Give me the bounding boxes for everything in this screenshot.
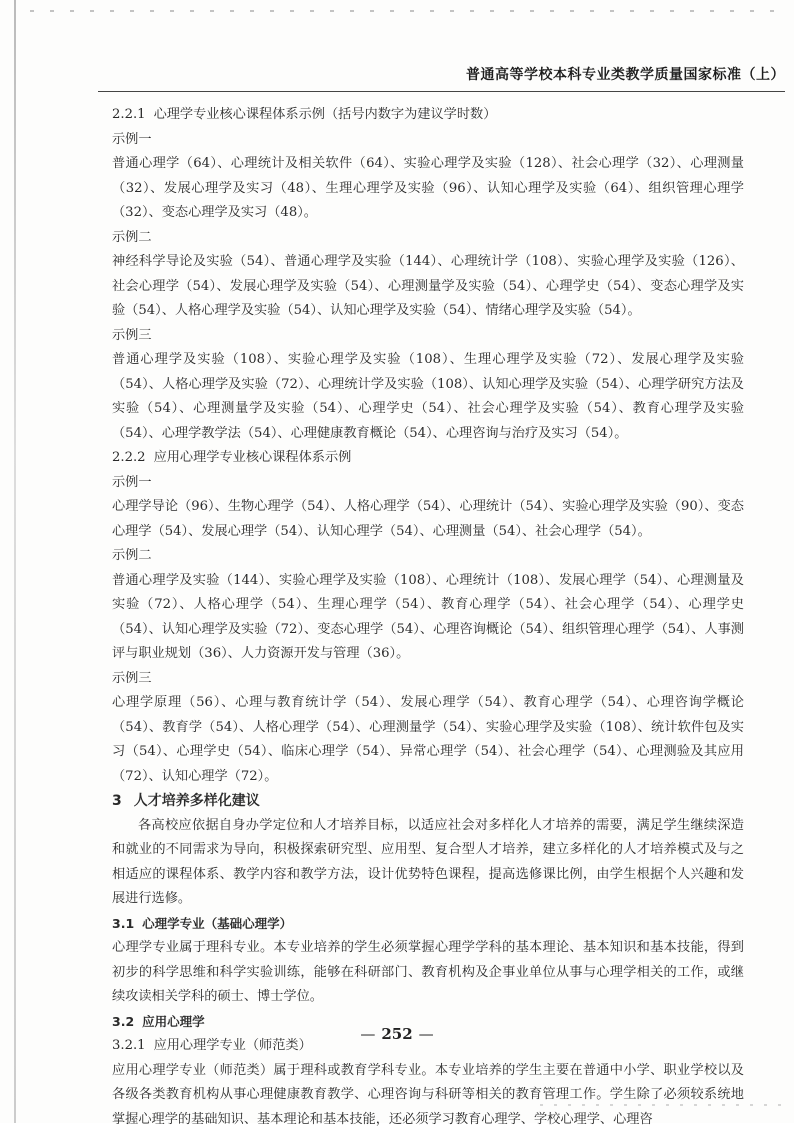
section-intro: 各高校应依据自身办学定位和人才培养目标，以适应社会对多样化人才培养的需要，满足学生继续深造和就业的不同需求为导向，积极探索研究型、应用型、复合型人才培养，建立多样化的人才培养模式及与之相适应的课程体系、教学内容和教学方法，设计优势特色课程，提高选修课比例，由学生根据个人兴趣和发展进行选修。 xyxy=(112,814,744,912)
heading-2-2-2 xyxy=(112,446,744,471)
heading-3 xyxy=(112,789,744,814)
section-title: 人才培养多样化建议 xyxy=(134,793,260,809)
section-title: 心理学专业（基础心理学） xyxy=(142,916,292,931)
running-head: 普通高等学校本科专业类教学质量国家标准（上） xyxy=(50,64,785,84)
section-text: 心理学专业属于理科专业。本专业培养的学生必须掌握心理学学科的基本理论、基本知识和基本技能，得到初步的科学思维和科学实验训练，能够在科研部门、教育机构及企事业单位从事与心理学相关的工作，或继续攻读相关学科的硕士、博士学位。 xyxy=(112,936,744,1010)
example-text: 普通心理学（64）、心理统计及相关软件（64）、实验心理学及实验（128）、社会心理学（32）、心理测量（32）、发展心理学及实习（48）、生理心理学及实验（96）、认知心理学及实验（64）、组织管理心理学（32）、变态心理学及实习（48）。 xyxy=(112,152,744,226)
section-number: 3.2.1 xyxy=(112,1038,146,1053)
heading-2-2-1 xyxy=(112,103,744,128)
heading-3-1 xyxy=(112,912,744,937)
example-label: 示例二 xyxy=(112,544,744,569)
page-number: — 252 — xyxy=(0,1025,794,1043)
example-label: 示例一 xyxy=(112,128,744,153)
example-label: 示例三 xyxy=(112,667,744,692)
section-number: 2.2.1 xyxy=(112,107,146,122)
section-text: 应用心理学专业（师范类）属于理科或教育学科专业。本专业培养的学生主要在普通中小学、职业学校以及各级各类教育机构从事心理健康教育教学、心理咨询与科研等相关的教育管理工作。学生除了必须较系统地掌握心理学的基础知识、基本理论和基本技能，还必须学习教育心理学、学校心理学、心理咨 xyxy=(112,1059,744,1132)
example-text: 神经科学导论及实验（54）、普通心理学及实验（144）、心理统计学（108）、实验心理学及实验（126）、社会心理学（54）、发展心理学及实验（54）、心理测量学及实验（54）、心理学史（54）、变态心理学及实验（54）、人格心理学及实验（54）、认知心理学及实验（54）、情绪心理学及实验（54）。 xyxy=(112,250,744,324)
page-number-value: 252 xyxy=(381,1025,412,1043)
scan-edge xyxy=(14,0,16,1123)
example-text: 普通心理学及实验（144）、实验心理学及实验（108）、心理统计（108）、发展心理学（54）、心理测量及实验（72）、人格心理学（54）、生理心理学（54）、教育心理学（54）、社会心理学（54）、心理学史（54）、认知心理学及实验（72）、变态心理学（54）、心理咨询概论（54）、组织管理心理学（54）、人事测评与职业规划（36）、人力资源开发与管理（36）。 xyxy=(112,569,744,667)
example-text: 心理学导论（96）、生物心理学（54）、人格心理学（54）、心理统计（54）、实验心理学及实验（90）、变态心理学（54）、发展心理学（54）、认知心理学（54）、心理测量（54）、社会心理学（54）。 xyxy=(112,495,744,544)
header-rule xyxy=(98,91,785,92)
example-label: 示例一 xyxy=(112,471,744,496)
section-title: 心理学专业核心课程体系示例（括号内数字为建议学时数） xyxy=(154,107,497,122)
section-title: 应用心理学专业核心课程体系示例 xyxy=(154,450,352,465)
section-title: 应用心理学 xyxy=(142,1014,205,1029)
section-number: 3.1 xyxy=(112,916,134,931)
example-text: 普通心理学及实验（108）、实验心理学及实验（108）、生理心理学及实验（72）、发展心理学及实验（54）、人格心理学及实验（72）、心理统计学及实验（108）、认知心理学及实验（54）、心理学研究方法及实验（54）、心理测量学及实验（54）、心理学史（54）、社会心理学及实验（54）、教育心理学及实验（54）、心理学教学法（54）、心理健康教育概论（54）、心理咨询与治疗及实习（54）。 xyxy=(112,348,744,446)
section-number: 2.2.2 xyxy=(112,450,146,465)
example-label: 示例二 xyxy=(112,226,744,251)
section-number: 3.2 xyxy=(112,1014,134,1029)
example-text: 心理学原理（56）、心理与教育统计学（54）、发展心理学（54）、教育心理学（54）、心理咨询学概论（54）、教育学（54）、人格心理学（54）、心理测量学（54）、实验心理学及实验（108）、统计软件包及实习（54）、心理学史（54）、临床心理学（54）、异常心理学（54）、社会心理学（54）、心理测验及其应用（72）、认知心理学（72）。 xyxy=(112,691,744,789)
section-title: 应用心理学专业（师范类） xyxy=(154,1038,312,1053)
scan-artifact-top xyxy=(30,10,790,12)
example-label: 示例三 xyxy=(112,324,744,349)
section-number: 3 xyxy=(112,793,122,809)
page-body xyxy=(112,103,744,1132)
